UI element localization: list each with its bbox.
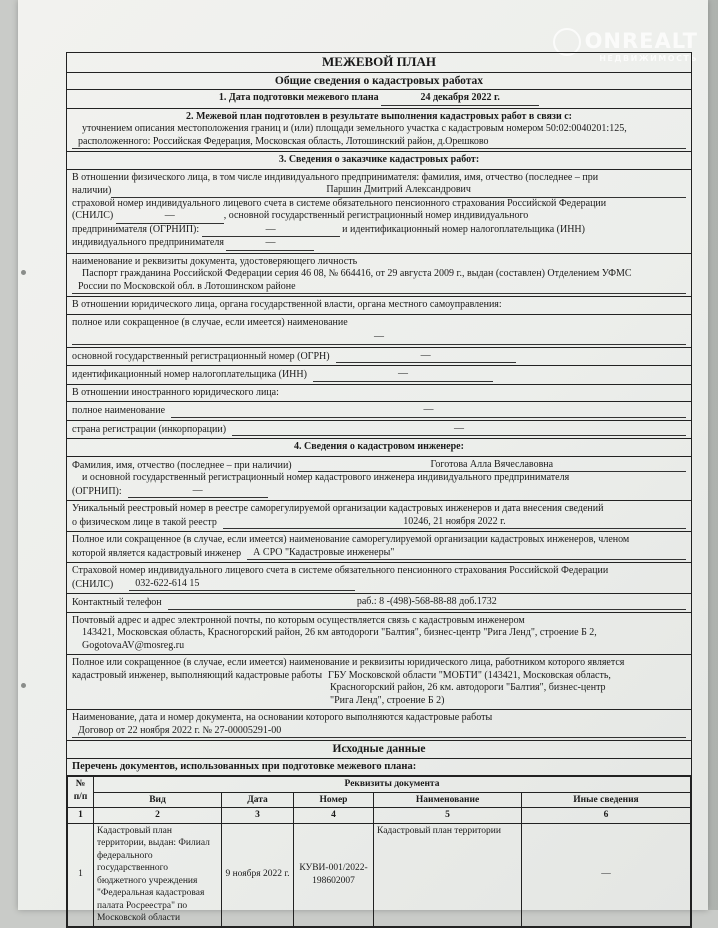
identity-doc-value-1: Паспорт гражданина Российской Федерации серия 46 08, № 664416, от 29 августа 2009 г., выдан (составлен) Отделением УФМС	[82, 268, 632, 279]
sro-label-1: Полное или сокращенное (в случае, если имеется) наименование саморегулируемой организации кадастровых инженеров, членом	[72, 534, 630, 545]
foreign-name-label: полное наименование	[72, 405, 166, 416]
engineer-ogrnip-label-2: (ОГРНИП):	[72, 485, 122, 497]
works-reason-line2: расположенного: Российская Федерация, Московская область, Лотошинский район, д.Орешково	[72, 136, 686, 150]
col-kind-header: Вид	[94, 792, 222, 808]
sro-label-2: которой является кадастровый инженер	[72, 547, 242, 559]
table-index-row	[68, 808, 691, 824]
col-number-header: Номер	[294, 792, 374, 808]
employer-block	[67, 655, 691, 710]
contract-value: Договор от 22 ноября 2022 г. № 27-00005291-00	[72, 725, 686, 739]
watermark-subtext: НЕДВИЖИМОСТЬ	[599, 54, 698, 63]
ogrn-value: —	[336, 350, 516, 364]
inn-text: индивидуального предпринимателя	[72, 237, 224, 248]
col-num-header: № п/п	[68, 777, 94, 808]
ogrnip-text-a: предпринимателя (ОГРНИП):	[72, 223, 200, 235]
employer-value-2: Красногорский район, 26 км. автодороги "Балтия", бизнес-центр	[330, 682, 606, 693]
col-other-header: Иные сведения	[522, 792, 691, 808]
prep-date-value: 24 декабря 2022 г.	[381, 92, 539, 106]
registry-label-2: о физическом лице в такой реестр	[72, 516, 217, 528]
section-2-heading: 2. Межевой план подготовлен в результате выполнения кадастровых работ в связи с:	[186, 110, 572, 122]
physical-intro: В отношении физического лица, в том числе индивидуального предпринимателя: фамилия, имя, отчество (последнее – при	[72, 171, 599, 183]
engineer-snils-block	[67, 563, 691, 594]
phone-row	[67, 594, 691, 613]
section-2	[67, 109, 691, 153]
survey-plan-form	[66, 52, 692, 928]
juridical-name-label: полное или сокращенное (в случае, если имеется) наименование	[72, 316, 348, 328]
juridical-inn-value: —	[313, 368, 493, 382]
engineer-snils-label-2: (СНИЛС)	[72, 578, 114, 590]
employer-value-3: "Рига Ленд", строение Б 2)	[330, 694, 445, 706]
employer-value-1: ГБУ Московской области "МОБТИ" (143421, Московская область,	[328, 669, 611, 681]
address-value-1: 143421, Московская область, Красногорский район, 26 км автодороги "Балтия", бизнес-центр "Рига Ленд", строение Б 2,	[82, 627, 597, 638]
row-kind: Кадастровый план территории, выдан: Филиал федерального государственного бюджетного учреждения "Федеральная кадастровая палата Росреестра" по Московской области	[94, 823, 222, 926]
contract-label: Наименование, дата и номер документа, на основании которого выполняются кадастровые работы	[72, 712, 493, 723]
engineer-snils-value: 032-622-614 15	[129, 578, 355, 592]
index-cell: 2	[94, 808, 222, 824]
engineer-fio-value: Гоготова Алла Вячеславовна	[298, 459, 686, 473]
country-label: страна регистрации (инкорпорации)	[72, 423, 227, 435]
engineer-fio-block	[67, 457, 691, 502]
registry-value: 10246, 21 ноября 2022 г.	[223, 516, 686, 530]
sro-block	[67, 532, 691, 563]
registry-label-1: Уникальный реестровый номер в реестре саморегулируемой организации кадастровых инженеров и дата внесения сведений	[72, 503, 604, 514]
employer-label-2: кадастровый инженер, выполняющий кадастровые работы	[72, 669, 323, 681]
foreign-name-value: —	[171, 404, 686, 418]
col-date-header: Дата	[222, 792, 294, 808]
snils-text-2a: (СНИЛС)	[72, 210, 114, 221]
index-cell: 3	[222, 808, 294, 824]
juridical-intro: В отношении юридического лица, органа государственной власти, органа местного самоуправления:	[67, 297, 691, 315]
customer-physical	[67, 170, 691, 254]
employer-label-1: Полное или сокращенное (в случае, если имеется) наименование и реквизиты юридического лица, работником которого является	[72, 657, 625, 668]
watermark-text: ONREALT	[584, 29, 698, 53]
country-row	[67, 421, 691, 440]
juridical-name-value: —	[72, 331, 686, 345]
index-cell: 1	[68, 808, 94, 824]
section-1	[67, 90, 691, 109]
customer-fio: Паршин Дмитрий Александрович	[111, 184, 686, 198]
customer-inn-value: —	[226, 237, 314, 251]
index-cell: 5	[374, 808, 522, 824]
identity-doc-value-2: России по Московской обл. в Лотошинском районе	[72, 281, 686, 295]
row-number: КУВИ-001/2022-198602007	[294, 823, 374, 926]
binder-hole	[21, 683, 26, 688]
row-num: 1	[68, 823, 94, 926]
row-name: Кадастровый план территории	[374, 823, 522, 926]
table-header-row	[68, 777, 691, 793]
section-4-heading: 4. Сведения о кадастровом инженере:	[67, 439, 691, 457]
juridical-inn-row	[67, 366, 691, 385]
phone-value: раб.: 8 -(498)-568-88-88 доб.1732	[168, 596, 686, 610]
country-value: —	[232, 423, 686, 437]
index-cell: 4	[294, 808, 374, 824]
table-subheader-row	[68, 792, 691, 808]
customer-ogrnip-value: —	[202, 224, 340, 238]
customer-snils-value: —	[116, 210, 224, 224]
documents-list-heading: Перечень документов, использованных при подготовке межевого плана:	[67, 759, 691, 777]
engineer-ogrnip-label: и основной государственный регистрационный номер кадастрового инженера индивидуального предпринимателя	[82, 472, 570, 483]
documents-table	[67, 776, 691, 927]
identity-document	[67, 254, 691, 298]
snils-text-1: страховой номер индивидуального лицевого счета в системе обязательного пенсионного страхования Российской Федерации	[72, 197, 607, 209]
sro-value: А СРО "Кадастровые инженеры"	[247, 547, 686, 561]
engineer-registry-block	[67, 501, 691, 532]
phone-label: Контактный телефон	[72, 597, 162, 608]
juridical-name-block	[67, 315, 691, 348]
engineer-snils-label-1: Страховой номер индивидуального лицевого счета в системе обязательного пенсионного страхования Российской Федерации	[72, 565, 609, 576]
ogrn-row	[67, 348, 691, 367]
engineer-fio-label: Фамилия, имя, отчество (последнее – при наличии)	[72, 459, 292, 471]
col-group-header: Реквизиты документа	[94, 777, 691, 793]
section-general-title: Общие сведения о кадастровых работах	[67, 73, 691, 91]
source-data-heading: Исходные данные	[67, 741, 691, 759]
foreign-intro: В отношении иностранного юридического лица:	[67, 385, 691, 403]
row-other: —	[522, 823, 691, 926]
binder-hole	[21, 270, 26, 275]
col-name-header: Наименование	[374, 792, 522, 808]
address-label: Почтовый адрес и адрес электронной почты, по которым осуществляется связь с кадастровым инженером	[72, 614, 525, 626]
address-value-2: GogotovaAV@mosreg.ru	[82, 639, 185, 651]
ogrn-label: основной государственный регистрационный номер (ОГРН)	[72, 350, 330, 362]
address-block	[67, 613, 691, 656]
juridical-inn-label: идентификационный номер налогоплательщика (ИНН)	[72, 369, 307, 380]
engineer-ogrnip-value: —	[128, 485, 268, 499]
table-row	[68, 823, 691, 926]
snils-text-2b: , основной государственный регистрационный номер индивидуального	[223, 210, 529, 221]
physical-intro-2: наличии)	[72, 185, 112, 196]
ogrnip-text-b: и идентификационный номер налогоплательщика (ИНН)	[342, 223, 585, 235]
contract-block	[67, 710, 691, 741]
page-title: МЕЖЕВОЙ ПЛАН	[67, 53, 691, 73]
foreign-name-row	[67, 402, 691, 421]
row-date: 9 ноября 2022 г.	[222, 823, 294, 926]
section-3-heading: 3. Сведения о заказчике кадастровых работ:	[67, 152, 691, 170]
prep-date-label: 1. Дата подготовки межевого плана	[218, 92, 379, 103]
documents-table-wrap	[67, 776, 691, 927]
identity-doc-label: наименование и реквизиты документа, удостоверяющего личность	[72, 255, 358, 267]
index-cell: 6	[522, 808, 691, 824]
works-reason-line1: уточнением описания местоположения границ и (или) площади земельного участка с кадастровым номером 50:02:0040201:125,	[82, 123, 627, 134]
